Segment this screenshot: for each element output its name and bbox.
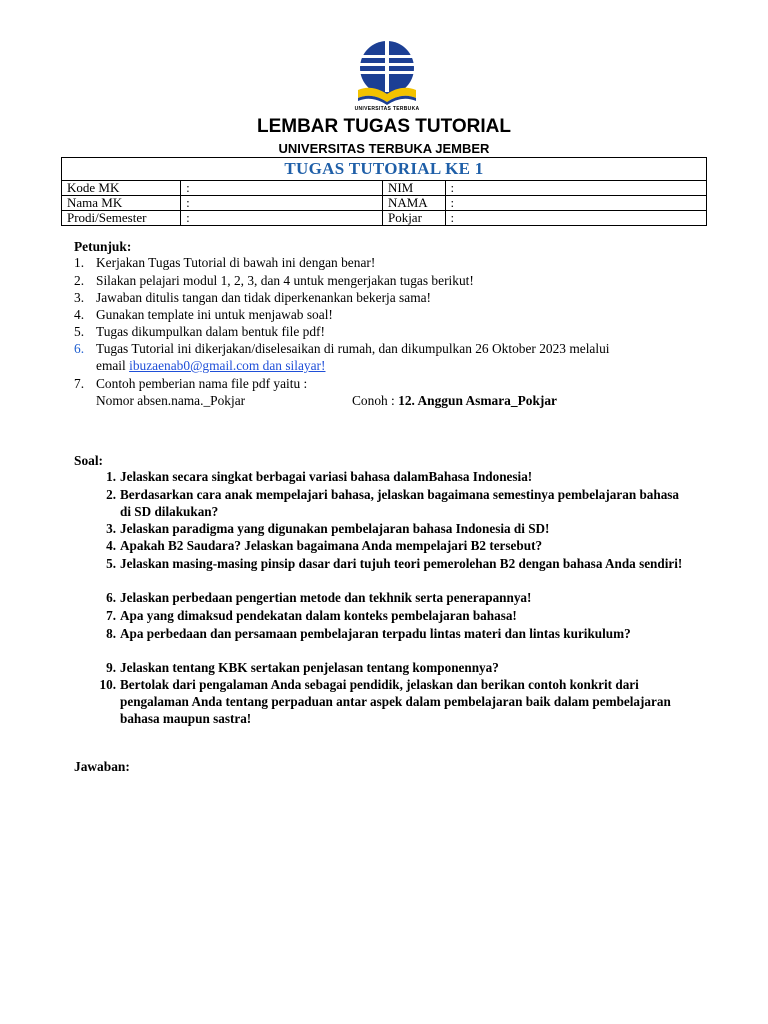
nama-label: NAMA: [382, 196, 445, 211]
table-row: [62, 211, 707, 226]
example-value: 12. Anggun Asmara_Pokjar: [398, 393, 557, 408]
instruction-number: 2.: [74, 273, 85, 288]
logo-caption: UNIVERSITAS TERBUKA: [354, 106, 420, 112]
instruction-text: Silakan pelajari modul 1, 2, 3, dan 4 untuk mengerjakan tugas berikut!: [96, 273, 474, 288]
question-text: Berdasarkan cara anak mempelajari bahasa, jelaskan bagaimana semestinya pembelajaran bahasa di SD dilakukan?: [120, 487, 680, 519]
nama-mk-value: :: [181, 196, 383, 211]
email-line: [96, 357, 325, 375]
example-label: Conoh :: [352, 393, 399, 408]
question-number: 5.: [106, 556, 116, 571]
universitas-terbuka-logo: [352, 38, 422, 114]
question-number: 4.: [106, 538, 116, 553]
info-table: [61, 157, 707, 226]
kode-mk-value: :: [181, 181, 383, 196]
question-number: 1.: [106, 469, 116, 484]
question-number: 10.: [99, 677, 116, 692]
table-row: [62, 181, 707, 196]
tutorial-heading: TUGAS TUTORIAL KE 1: [62, 158, 707, 181]
question-text: Apakah B2 Saudara? Jelaskan bagaimana Anda mempelajari B2 tersebut?: [120, 538, 543, 553]
question-text: Jelaskan tentang KBK sertakan penjelasan tentang komponennya?: [120, 660, 499, 675]
instruction-text: Kerjakan Tugas Tutorial di bawah ini dengan benar!: [96, 255, 376, 270]
petunjuk-heading: Petunjuk:: [74, 239, 132, 254]
email-link[interactable]: ibuzaenab0@gmail.com dan silayar!: [129, 358, 326, 373]
nama-value: :: [445, 196, 706, 211]
table-row: [62, 196, 707, 211]
nama-mk-label: Nama MK: [62, 196, 181, 211]
question-number: 8.: [106, 626, 116, 641]
instruction-number: 7.: [74, 376, 85, 391]
pokjar-value: :: [445, 211, 706, 226]
question-number: 6.: [106, 590, 116, 605]
instruction-text: Tugas Tutorial ini dikerjakan/diselesaikan di rumah, dan dikumpulkan 26 Oktober 2023 melalui: [96, 341, 610, 356]
question-text: Apa perbedaan dan persamaan pembelajaran terpadu lintas materi dan lintas kurikulum?: [120, 626, 631, 641]
instruction-number: 6.: [74, 341, 85, 356]
question-text: Apa yang dimaksud pendekatan dalam konteks pembelajaran bahasa!: [120, 608, 517, 623]
filename-example: [352, 392, 557, 410]
question-number: 9.: [106, 660, 116, 675]
instruction-number: 3.: [74, 290, 85, 305]
filename-format: Nomor absen.nama._Pokjar: [96, 393, 246, 408]
pokjar-label: Pokjar: [382, 211, 445, 226]
question-text: Bertolak dari pengalaman Anda sebagai pendidik, jelaskan dan berikan contoh konkrit dari pengalaman Anda tentang perpaduan antar aspek dalam pembelajaran baik dalam pembelajaran bahasa maupun sastra!: [120, 677, 671, 726]
question-number: 2.: [106, 487, 116, 502]
jawaban-heading: Jawaban:: [74, 759, 130, 774]
prodi-semester-label: Prodi/Semester: [62, 211, 181, 226]
instruction-number: 4.: [74, 307, 85, 322]
instruction-text: Tugas dikumpulkan dalam bentuk file pdf!: [96, 324, 325, 339]
question-number: 3.: [106, 521, 116, 536]
question-text: Jelaskan paradigma yang digunakan pembelajaran bahasa Indonesia di SD!: [120, 521, 550, 536]
nim-label: NIM: [382, 181, 445, 196]
email-prefix: email: [96, 358, 130, 373]
question-text: Jelaskan secara singkat berbagai variasi bahasa dalamBahasa Indonesia!: [120, 469, 533, 484]
question-text: Jelaskan perbedaan pengertian metode dan tekhnik serta penerapannya!: [120, 590, 532, 605]
soal-heading: Soal:: [74, 453, 104, 468]
prodi-semester-value: :: [181, 211, 383, 226]
instruction-text: Gunakan template ini untuk menjawab soal!: [96, 307, 333, 322]
question-number: 7.: [106, 608, 116, 623]
instruction-text: Contoh pemberian nama file pdf yaitu :: [96, 376, 308, 391]
instruction-text: Jawaban ditulis tangan dan tidak diperkenankan bekerja sama!: [96, 290, 432, 305]
instruction-number: 1.: [74, 255, 85, 270]
kode-mk-label: Kode MK: [62, 181, 181, 196]
instruction-number: 5.: [74, 324, 85, 339]
page-title: LEMBAR TUGAS TUTORIAL: [256, 116, 512, 137]
page-subtitle: UNIVERSITAS TERBUKA JEMBER: [278, 141, 490, 156]
table-heading-row: [62, 158, 707, 181]
question-text: Jelaskan masing-masing pinsip dasar dari tujuh teori pemerolehan B2 dengan bahasa Anda sendiri!: [120, 556, 683, 571]
nim-value: :: [445, 181, 706, 196]
